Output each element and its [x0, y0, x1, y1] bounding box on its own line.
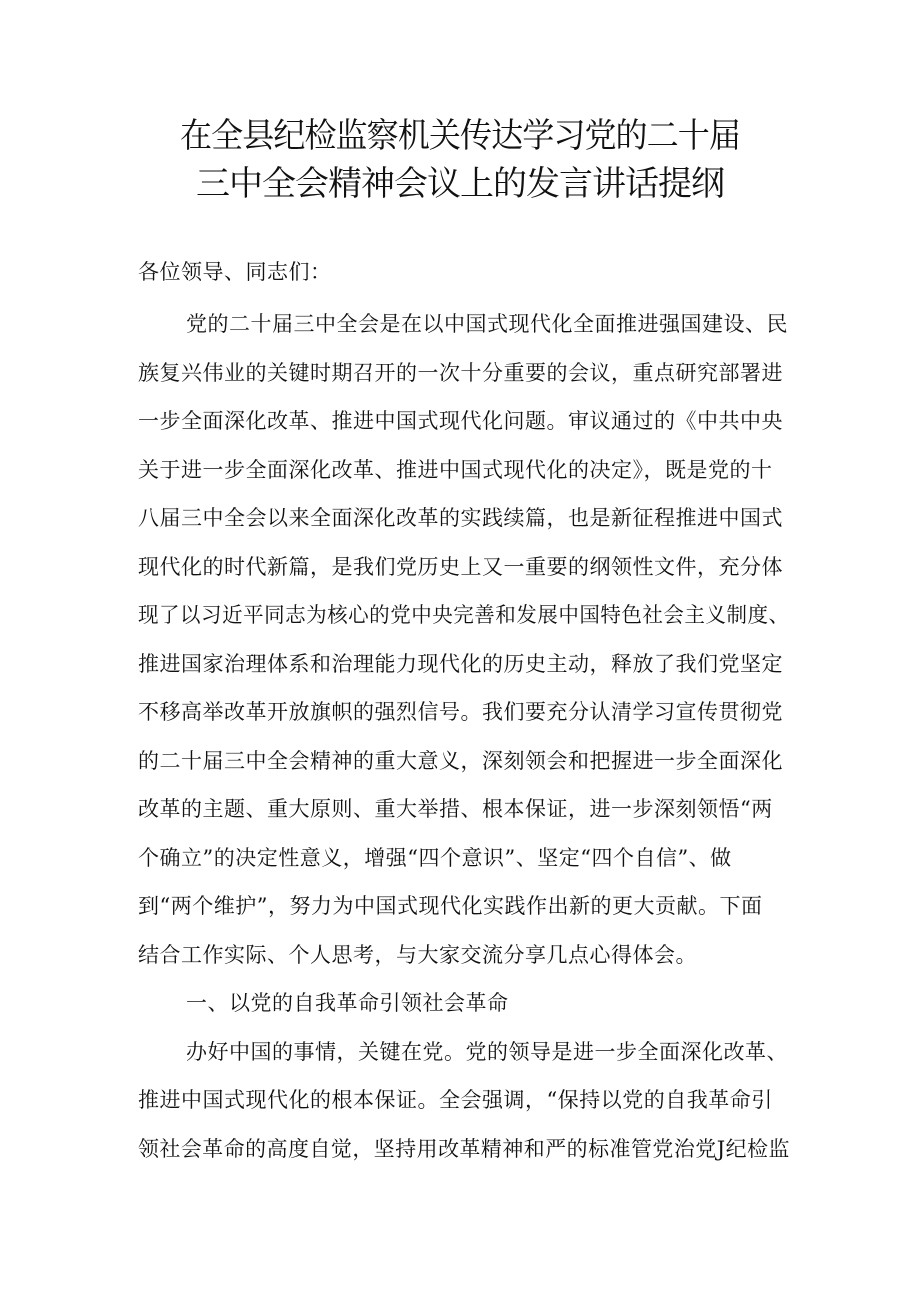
body-line: 一步全面深化改革、推进中国式现代化问题。审议通过的《中共中央 [138, 409, 783, 433]
body-line: 关于进一步全面深化改革、推进中国式现代化的决定》，既是党的十 [138, 458, 773, 482]
document-title-line-1: 在全县纪检监察机关传达学习党的二十届 [179, 116, 741, 156]
body-line: 现代化的时代新篇，是我们党历史上又一重要的纲领性文件，充分体 [138, 555, 783, 579]
body-line: 党的二十届三中全会是在以中国式现代化全面推进强国建设、民 [186, 312, 788, 336]
body-line: 八届三中全会以来全面深化改革的实践续篇，也是新征程推进中国式 [138, 506, 783, 530]
section-heading: 一、以党的自我革命引领社会革命 [186, 991, 509, 1015]
body-line: 到“两个维护”，努力为中国式现代化实践作出新的更大贡献。下面 [138, 894, 763, 918]
body-line: 推进国家治理体系和治理能力现代化的历史主动，释放了我们党坚定 [138, 652, 783, 676]
salutation: 各位领导、同志们： [138, 260, 332, 284]
body-line: 现了以习近平同志为核心的党中央完善和发展中国特色社会主义制度、 [138, 603, 790, 627]
body-line: 领社会革命的高度自觉，坚持用改革精神和严的标准管党治党J纪检监 [138, 1137, 790, 1161]
body-line: 不移高举改革开放旗帜的强烈信号。我们要充分认清学习宣传贯彻党 [138, 700, 783, 724]
body-line: 的二十届三中全会精神的重大意义，深刻领会和把握进一步全面深化 [138, 749, 783, 773]
body-line: 族复兴伟业的关键时期召开的一次十分重要的会议，重点研究部署进 [138, 361, 783, 385]
body-line: 个确立”的决定性意义，增强“四个意识”、坚定“四个自信”、做 [138, 846, 732, 870]
body-line: 改革的主题、重大原则、重大举措、根本保证，进一步深刻领悟“两 [138, 797, 773, 821]
body-line: 推进中国式现代化的根本保证。全会强调，“保持以党的自我革命引 [138, 1088, 773, 1112]
document-title-line-2: 三中全会精神会议上的发言讲话提纲 [196, 164, 724, 204]
body-line: 办好中国的事情，关键在党。党的领导是进一步全面深化改革、 [186, 1040, 788, 1064]
body-line: 结合工作实际、个人思考，与大家交流分享几点心得体会。 [138, 943, 697, 967]
